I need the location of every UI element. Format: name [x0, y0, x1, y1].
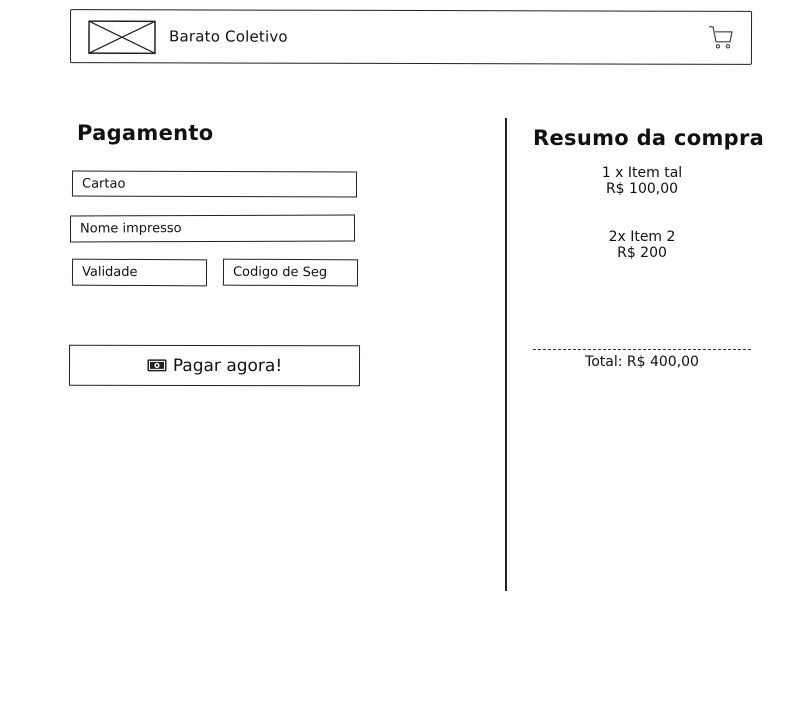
vertical-divider — [505, 118, 507, 591]
pay-now-button[interactable] — [69, 345, 360, 387]
shopping-cart-icon[interactable] — [707, 24, 735, 52]
summary-item-name: 1 x Item tal — [601, 165, 683, 181]
card-number-input[interactable] — [72, 171, 357, 198]
payment-title: Pagamento — [77, 121, 214, 145]
summary-title: Resumo da compra — [533, 126, 765, 150]
summary-item — [533, 229, 751, 261]
total-separator — [533, 349, 751, 350]
summary-total: Total: R$ 400,00 — [585, 354, 699, 370]
header-bar — [70, 9, 752, 65]
summary-item-name: 2x Item 2 — [608, 229, 676, 245]
security-code-input[interactable] — [223, 259, 358, 287]
money-icon — [147, 359, 167, 372]
pay-now-label: Pagar agora! — [172, 355, 283, 376]
summary-item-price: R$ 100,00 — [605, 181, 679, 197]
brand-name: Barato Coletivo — [168, 27, 288, 46]
summary-item-price: R$ 200 — [617, 245, 667, 261]
summary-item — [533, 165, 751, 197]
printed-name-input[interactable] — [70, 215, 355, 243]
validity-input[interactable] — [72, 259, 207, 287]
image-placeholder-icon — [88, 20, 156, 54]
